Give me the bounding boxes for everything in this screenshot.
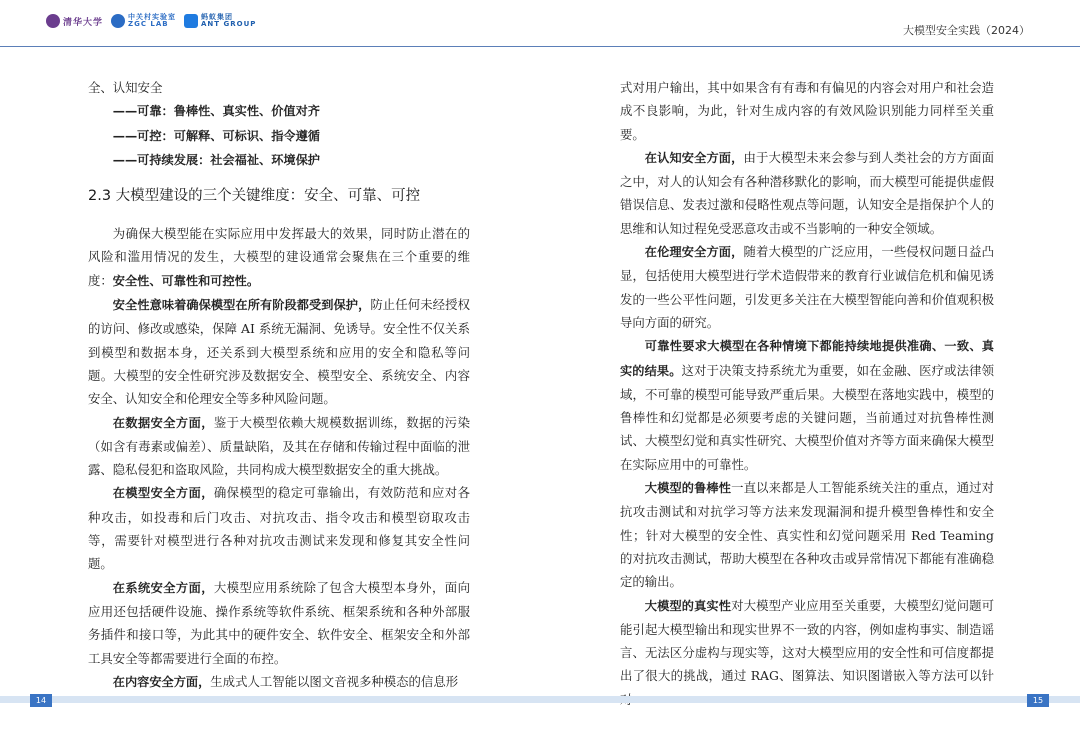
paragraph-text: 防止任何未经授权的访问、修改或感染，保障 AI 系统无漏洞、免诱导。安全性不仅关系到模型和数据本身，还关系到大模型系统和应用的安全和隐私等问题。大模型的安全性研究涉及数据安全、模型安全、系统安全、内容安全、认知安全和伦理安全等多种风险问题。	[88, 297, 471, 407]
paragraph-bold: 安全性意味着确保模型在所有阶段都受到保护，	[112, 298, 371, 313]
paragraph-intro	[88, 222, 470, 293]
paragraph-text: 一直以来都是人工智能系统关注的重点，通过对抗攻击测试和对抗学习等方法来发现漏洞和提升模型鲁棒性和安全性；针对大模型的安全性、真实性和幻觉问题采用 Red Teaming 的对抗攻击测试，帮助大模型在各种攻击或异常情况下都能有准确稳定的输出。	[620, 480, 995, 590]
list-title: 全、认知安全	[88, 80, 163, 95]
paragraph-text: 这对于决策支持系统尤为重要，如在金融、医疗或法律领域，不可靠的模型可能导致严重后果。大模型在落地实践中，模型的鲁棒性和幻觉都是必须要考虑的关键问题，当前通过对抗鲁棒性测试、大模型幻觉和真实性研究、大模型价值对齐等方面来确保大模型在实际应用中的可靠性。	[620, 362, 995, 472]
paragraph-text: 生成式人工智能以图文音视多种模态的信息形	[210, 673, 459, 689]
paragraph-robustness	[620, 476, 994, 593]
zgc-lab-logo-text: 中关村实验室	[128, 13, 177, 21]
paragraph-bold: 在认知安全方面，	[644, 150, 744, 165]
paragraph-text: 大模型应用系统除了包含大模型本身外，面向应用还包括硬件设施、操作系统等软件系统、框架系统和各种外部服务插件和接口等，为此其中的硬件安全、软件安全、框架安全和外部工具安全等都需要进行全面的布控。	[88, 579, 471, 666]
section-heading: 2.3 大模型建设的三个关键维度：安全、可靠、可控	[88, 188, 421, 205]
footer-bar-right	[540, 696, 1080, 703]
logo-group	[46, 14, 256, 28]
tsinghua-logo-text: 清华大学	[63, 17, 104, 28]
list-label: ——可持续发展：	[112, 152, 211, 167]
page-header	[0, 0, 1080, 47]
right-page-column	[620, 76, 994, 711]
paragraph-bold: 在内容安全方面，	[112, 674, 211, 689]
paragraph-system-security	[88, 576, 470, 670]
paragraph-text: 对大模型产业应用至关重要，大模型幻觉问题可能引起大模型输出和现实世界不一致的内容，例如虚构事实、制造谣言、无法区分虚构与现实等，这对大模型应用的安全性和可信度都提出了很大的挑战，通过 RAG、图算法、知识图谱嵌入等方法可以针	[620, 597, 995, 684]
paragraph-content-security	[88, 670, 470, 694]
paragraph-reliability	[620, 334, 994, 476]
paragraph-text: 鉴于大模型依赖大规模数据训练，数据的污染（如含有毒素或偏差）、质量缺陷，及其在存储和传输过程中面临的泄露、隐私侵犯和盗取风险，共同构成大模型数据安全的重大挑战。	[88, 414, 471, 478]
list-label: ——可靠：	[112, 104, 174, 119]
footer-bar-left	[0, 696, 540, 703]
ant-group-logo	[184, 14, 256, 28]
left-page-column	[88, 76, 470, 694]
page-number-right: 15	[1027, 694, 1049, 707]
paragraph-bold: 在系统安全方面，	[112, 580, 214, 595]
paragraph-text: 随着大模型的广泛应用，一些侵权问题日益凸显，包括使用大模型进行学术造假带来的教育行业诚信危机和偏见诱发的一些公平性问题，引发更多关注在大模型智能向善和价值观积极导向方面的研究。	[620, 244, 995, 330]
list-item-controllable	[88, 124, 470, 148]
zgc-lab-logo	[111, 14, 176, 28]
ant-group-logo-text: 蚂蚁集团	[201, 13, 234, 21]
paragraph-bold: 在模型安全方面，	[112, 486, 214, 501]
list-text: 可解释、可标识、指令遵循	[173, 128, 320, 143]
paragraph-security	[88, 293, 470, 410]
paragraph-truthfulness	[620, 594, 994, 711]
paragraph-bold: 安全性、可靠性和可控性。	[112, 273, 260, 288]
paragraph-content-continued: 式对用户输出，其中如果含有有毒和有偏见的内容会对用户和社会造成不良影响，为此，针对生成内容的有效风险识别能力同样至关重要。	[620, 80, 994, 142]
document-title: 大模型安全实践（2024）	[903, 24, 1030, 37]
tsinghua-logo	[46, 14, 103, 28]
list-item-sustainable	[88, 148, 470, 172]
paragraph-text: 为确保大模型能在实际应用中发挥最大的效果，同时防止潜在的风险和滥用情况的发生，大模型的建设通常会聚焦在三个重要的维度：	[88, 226, 470, 288]
paragraph-cognitive-security	[620, 146, 994, 240]
paragraph-bold: 在数据安全方面，	[112, 415, 214, 430]
ant-group-logo-en: ANT GROUP	[201, 20, 257, 28]
paragraph-bold: 大模型的鲁棒性	[644, 481, 732, 496]
paragraph-bold: 在伦理安全方面，	[644, 245, 744, 260]
zgc-lab-logo-en: ZGC LAB	[128, 20, 169, 28]
list-text: 社会福祉、环境保护	[210, 152, 320, 167]
list-text: 鲁棒性、真实性、价值对齐	[173, 104, 320, 119]
list-item-reliable	[88, 99, 470, 123]
zgc-lab-seal-icon	[111, 14, 125, 28]
paragraph-model-security	[88, 481, 470, 575]
paragraph-data-security	[88, 411, 470, 482]
paragraph-ethics-security	[620, 240, 994, 334]
paragraph-bold: 大模型的真实性	[644, 598, 732, 613]
paragraph-text: 确保模型的稳定可靠输出，有效防范和应对各种攻击，如投毒和后门攻击、对抗攻击、指令攻击和模型窃取攻击等，需要针对模型进行各种对抗攻击测试来发现和修复其安全性问题。	[88, 485, 471, 572]
paragraph-bold: 可靠性要求大模型在各种情境下都能持续地提供准确、一致、真实的结果。	[620, 339, 994, 378]
list-label: ——可控：	[112, 128, 174, 143]
ant-group-icon	[184, 14, 198, 28]
page-number-left: 14	[30, 694, 52, 707]
paragraph-text: 由于大模型未来会参与到人类社会的方方面面之中，对人的认知会有各种潜移默化的影响，而大模型可能提供虚假错误信息、发表过激和侵略性观点等问题，认知安全是指保护个人的思维和认知过程免受恶意攻击或不当影响的一种安全领域。	[620, 149, 995, 236]
tsinghua-seal-icon	[46, 14, 60, 28]
